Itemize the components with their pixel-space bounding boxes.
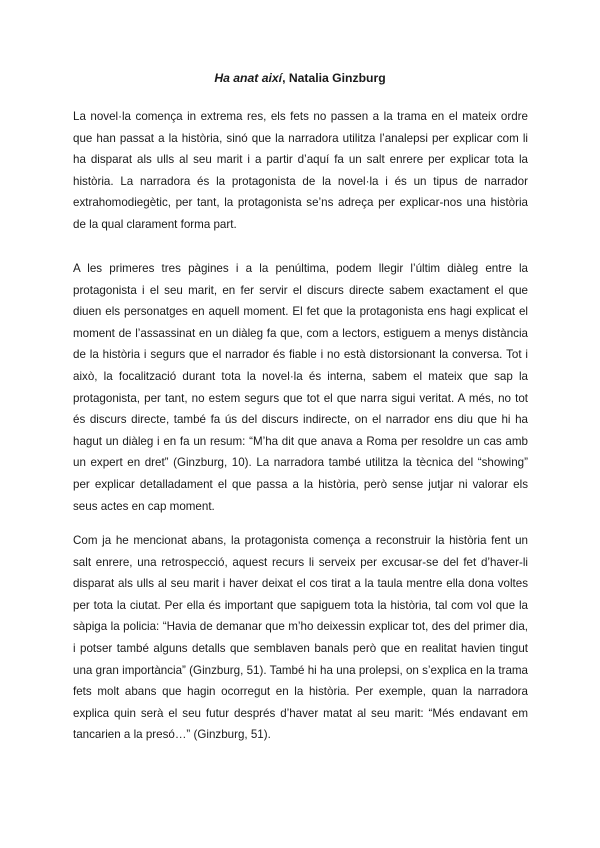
paragraph-2: A les primeres tres pàgines i a la penúltima, podem llegir l’últim diàleg entre la protagonista i el seu marit, en fer servir el discurs directe sabem exactament el que diuen els personatges en aquell moment. El fet que la protagonista ens hagi explicat el moment de l’assassinat en un diàleg fa que, com a lectors, estiguem a menys distància de la història i segurs que el narrador és fiable i no està distorsionant la conversa. Tot i això, la focalització durant tota la novel·la és interna, sabem el mateix que sap la protagonista, per tant, no estem segurs que tot el que narra sigui veritat. A més, no tot és discurs directe, també fa ús del discurs indirecte, on el narrador ens diu que hi ha hagut un diàleg i en fa un resum: “M’ha dit que anava a Roma per resoldre un cas amb un expert en dret” (Ginzburg, 10). La narradora també utilitza la tècnica del “showing” per explicar detalladament el que passa a la història, però sense jutjar ni valorar els seus actes en cap moment. [73,262,528,513]
paragraph-1: La novel·la comença in extrema res, els fets no passen a la trama en el mateix ordre que han passat a la història, sinó que la narradora utilitza l’analepsi per explicar com li ha disparat als ulls al seu marit i a partir d’aquí fa un salt enrere per explicar tota la història. La narradora és la protagonista de la novel·la i és un tipus de narrador extrahomodiegètic, per tant, la protagonista se’ns adreça per explicar-nos una història de la qual clarament forma part. [73,110,528,231]
paragraph-3: Com ja he mencionat abans, la protagonista comença a reconstruir la història fent un salt enrere, una retrospecció, aquest recurs li serveix per excusar-se del fet d’haver-li disparat als ulls al seu marit i haver deixat el cos tirat a la taula mentre ella dona voltes per tota la ciutat. Per ella és important que sapiguem tota la història, tal com vol que la sàpiga la policia: “Havia de demanar que m’ho deixessin explicar tot, des del primer dia, i potser també alguns detalls que semblaven banals però que en realitat havien tingut una gran importància” (Ginzburg, 51). També hi ha una prolepsi, on s’explica en la trama fets molt abans que hagin ocorregut en la història. Per exemple, quan la narradora explica quin serà el seu futur després d’haver matat al seu marit: “Més endavant em tancarien a la presó…” (Ginzburg, 51). [73,534,528,742]
author-name: , Natalia Ginzburg [282,71,386,85]
book-title: Ha anat així [214,71,283,85]
document-title [0,70,600,86]
